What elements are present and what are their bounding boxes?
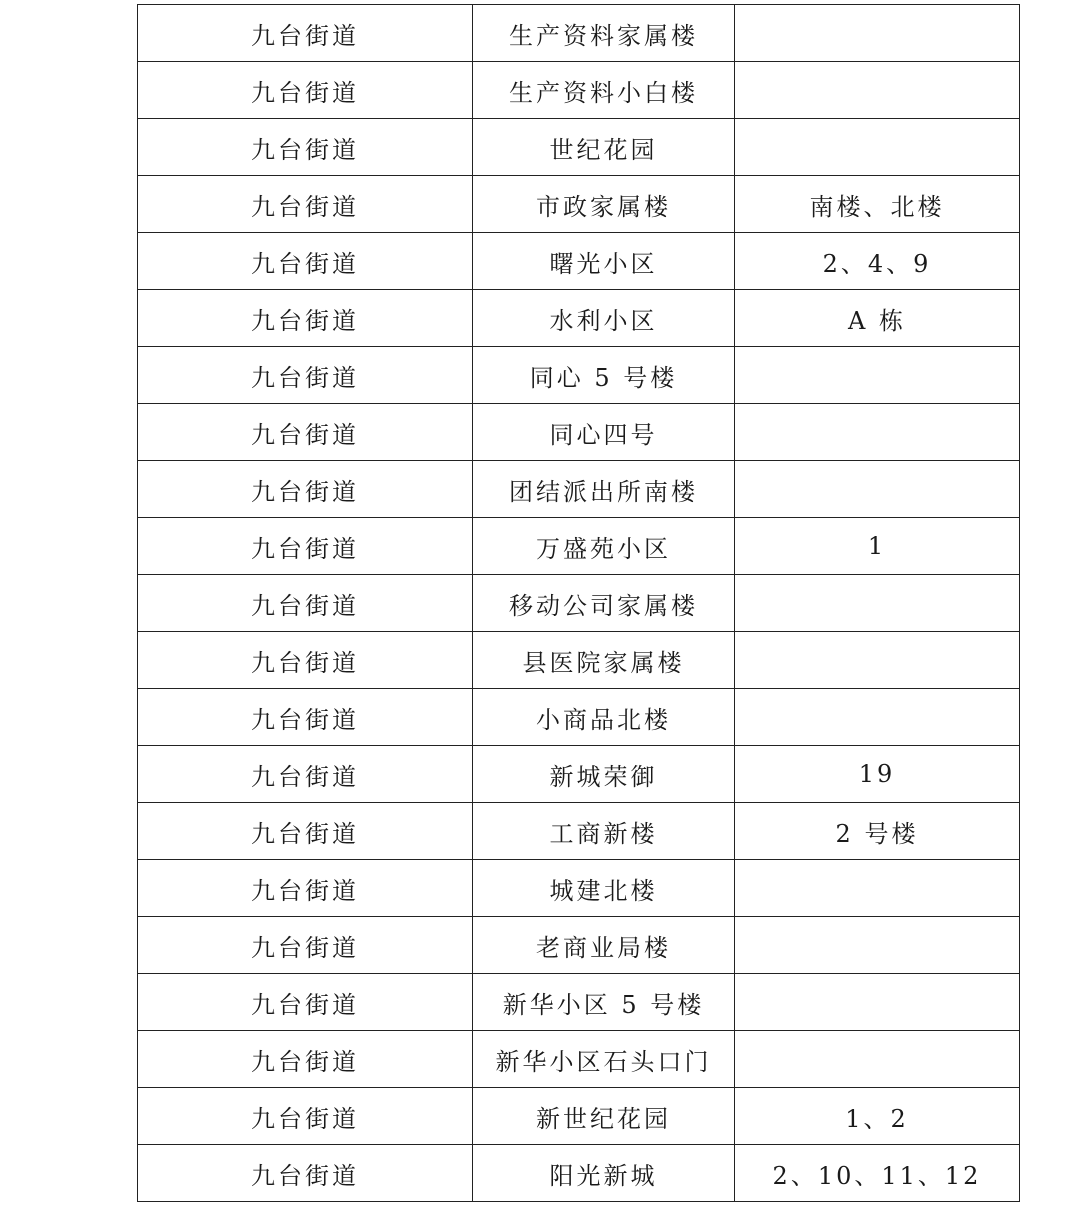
table-row: [138, 176, 1020, 233]
street-cell: 九台街道: [138, 575, 473, 632]
community-cell: 城建北楼: [473, 860, 735, 917]
table-row: [138, 1088, 1020, 1145]
table-row: [138, 347, 1020, 404]
street-cell: 九台街道: [138, 461, 473, 518]
table-row: [138, 1031, 1020, 1088]
community-cell: 世纪花园: [473, 119, 735, 176]
table-row: [138, 119, 1020, 176]
community-cell: 市政家属楼: [473, 176, 735, 233]
street-cell: 九台街道: [138, 347, 473, 404]
community-cell: 水利小区: [473, 290, 735, 347]
table-row: [138, 404, 1020, 461]
buildings-cell: [735, 974, 1020, 1031]
table-row: [138, 62, 1020, 119]
community-cell: 同心 5 号楼: [473, 347, 735, 404]
street-cell: 九台街道: [138, 746, 473, 803]
community-cell: 同心四号: [473, 404, 735, 461]
street-cell: 九台街道: [138, 803, 473, 860]
community-cell: 阳光新城: [473, 1145, 735, 1202]
buildings-cell: 南楼、北楼: [735, 176, 1020, 233]
street-cell: 九台街道: [138, 1031, 473, 1088]
table-row: [138, 917, 1020, 974]
buildings-cell: [735, 917, 1020, 974]
community-cell: 新城荣御: [473, 746, 735, 803]
street-cell: 九台街道: [138, 917, 473, 974]
buildings-cell: [735, 575, 1020, 632]
street-cell: 九台街道: [138, 119, 473, 176]
table-row: [138, 689, 1020, 746]
table-row: [138, 5, 1020, 62]
buildings-cell: [735, 119, 1020, 176]
street-cell: 九台街道: [138, 518, 473, 575]
buildings-cell: [735, 347, 1020, 404]
buildings-cell: [735, 632, 1020, 689]
community-cell: 老商业局楼: [473, 917, 735, 974]
buildings-cell: [735, 689, 1020, 746]
table-row: [138, 518, 1020, 575]
community-cell: 县医院家属楼: [473, 632, 735, 689]
buildings-cell: [735, 404, 1020, 461]
table-row: [138, 803, 1020, 860]
street-cell: 九台街道: [138, 1088, 473, 1145]
street-cell: 九台街道: [138, 689, 473, 746]
street-cell: 九台街道: [138, 1145, 473, 1202]
community-cell: 万盛苑小区: [473, 518, 735, 575]
buildings-cell: A 栋: [735, 290, 1020, 347]
community-cell: 生产资料小白楼: [473, 62, 735, 119]
community-cell: 新华小区 5 号楼: [473, 974, 735, 1031]
buildings-cell: [735, 62, 1020, 119]
buildings-cell: 19: [735, 746, 1020, 803]
street-cell: 九台街道: [138, 290, 473, 347]
buildings-cell: [735, 5, 1020, 62]
community-cell: 新华小区石头口门: [473, 1031, 735, 1088]
buildings-cell: 1、2: [735, 1088, 1020, 1145]
community-cell: 团结派出所南楼: [473, 461, 735, 518]
street-cell: 九台街道: [138, 62, 473, 119]
street-cell: 九台街道: [138, 404, 473, 461]
table-row: [138, 461, 1020, 518]
buildings-cell: 2、4、9: [735, 233, 1020, 290]
table-row: [138, 290, 1020, 347]
community-cell: 生产资料家属楼: [473, 5, 735, 62]
street-cell: 九台街道: [138, 974, 473, 1031]
table-row: [138, 974, 1020, 1031]
street-cell: 九台街道: [138, 176, 473, 233]
community-list-table: [137, 4, 1020, 1202]
table-row: [138, 1145, 1020, 1202]
table-row: [138, 632, 1020, 689]
table-row: [138, 233, 1020, 290]
street-cell: 九台街道: [138, 233, 473, 290]
street-cell: 九台街道: [138, 5, 473, 62]
table-row: [138, 860, 1020, 917]
community-cell: 小商品北楼: [473, 689, 735, 746]
street-cell: 九台街道: [138, 860, 473, 917]
buildings-cell: [735, 1031, 1020, 1088]
table-row: [138, 746, 1020, 803]
street-cell: 九台街道: [138, 632, 473, 689]
table-body: [138, 5, 1020, 1202]
buildings-cell: 2、10、11、12: [735, 1145, 1020, 1202]
community-cell: 曙光小区: [473, 233, 735, 290]
buildings-cell: [735, 860, 1020, 917]
community-cell: 工商新楼: [473, 803, 735, 860]
buildings-cell: 2 号楼: [735, 803, 1020, 860]
buildings-cell: 1: [735, 518, 1020, 575]
table-row: [138, 575, 1020, 632]
community-cell: 移动公司家属楼: [473, 575, 735, 632]
community-cell: 新世纪花园: [473, 1088, 735, 1145]
buildings-cell: [735, 461, 1020, 518]
